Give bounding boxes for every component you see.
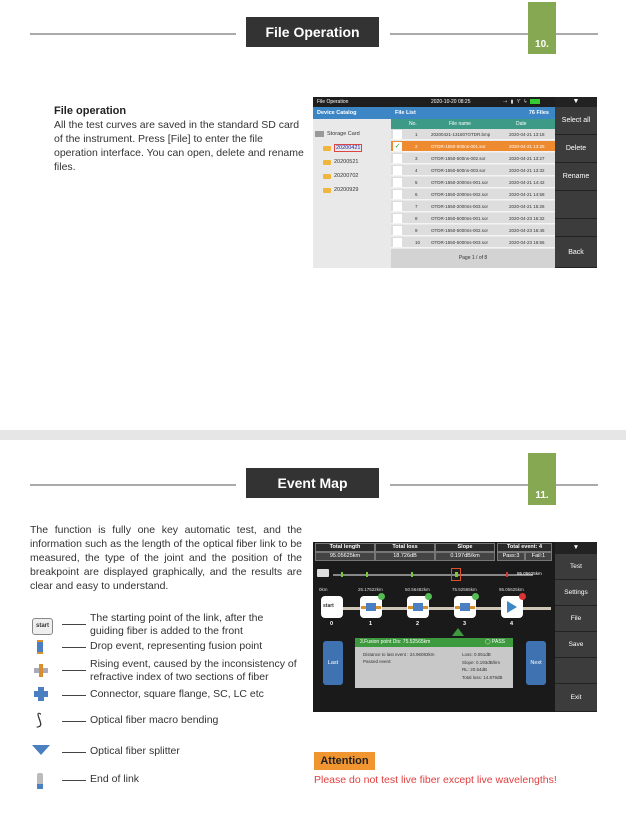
node-index: 3 [463,621,467,627]
row-no: 1 [415,132,418,137]
legend-connector-line [62,780,86,781]
folder-item[interactable] [315,141,390,155]
row-date: 2020-04-21 14:58 [509,192,545,197]
device-catalog-header: Device Catalog [313,107,391,119]
row-no: 10 [415,240,421,245]
side-button-back[interactable]: Back [555,237,597,268]
pass-status: ◯ PASS [485,639,505,645]
slope-value: 0.197dB/km [435,552,495,561]
side-menu [555,542,597,712]
file-list-label: File List [395,110,416,116]
side-button-exit[interactable]: Exit [555,684,597,712]
table-header [391,119,555,129]
row-file-name: OTDR-1550-500ns-002.sor [431,156,486,161]
row-checkbox[interactable] [393,190,402,199]
node-distance: 25.17522km [358,587,383,592]
page-indicator: Page 1 / of 8 [391,249,555,268]
side-button-delete[interactable]: Delete [555,135,597,163]
side-button-empty[interactable] [555,219,597,237]
status-bar [313,97,555,107]
row-file-name: OTDR-1550-5000ns-002.sor [431,228,489,233]
row-file-name: OTDR-1550-5000ns-001.sor [431,216,489,221]
section-header-file-operation [0,0,626,60]
menu-dropdown-button[interactable]: ▼ [555,97,597,107]
folder-icon [323,160,331,165]
screen-title: File Operation [317,99,349,105]
event-node[interactable] [407,596,429,618]
event-marker[interactable] [411,572,413,577]
event-slope: Slope: 0.193dB/km [462,659,501,665]
side-button-empty[interactable] [555,191,597,219]
legend-connector-line [62,721,86,722]
fiber-track[interactable] [333,574,533,576]
legend-text: The starting point of the link, after the guiding fiber is added to the front [90,612,264,637]
selected-event-pointer-icon [452,628,464,636]
splitter-icon [32,745,50,759]
distance-to-last: Distance to last event : 24.96083km [363,652,435,657]
legend-connector-line [62,624,86,625]
side-button-save[interactable]: Save [555,632,597,658]
divider-line [390,484,598,486]
track-end-distance: 95.05625km [517,571,542,576]
event-title: 3.Fusion point Dis: 75.52565km [360,639,431,645]
paragraph-heading: File operation [54,105,127,117]
event-body-icon [460,603,470,611]
column-file-name: File name [449,121,471,127]
row-file-name: OTDR-1550-5000ns-003.sor [431,240,489,245]
row-file-name: OTDR-1550-2000ns-001.sor [431,180,489,185]
table-row[interactable] [391,141,555,152]
warning-text: Please do not test live fiber except live wavelengths! [314,774,557,786]
node-distance: 75.52565km [452,587,477,592]
event-info-panel [355,638,513,688]
splitter-icon [507,601,517,613]
event-info-right [462,651,503,681]
legend-connector-line [62,670,86,671]
section-header-event-map [0,451,626,511]
row-date: 2020-04-23 16:56 [509,240,545,245]
section-title: File Operation [246,17,379,47]
row-no: 4 [415,168,418,173]
folder-icon [323,146,331,151]
file-list-header [391,107,555,119]
node-index: 2 [416,621,420,627]
pass-label: PASS [492,639,505,645]
event-node[interactable] [454,596,476,618]
divider-line [30,33,236,35]
event-node[interactable] [360,596,382,618]
node-index: 1 [369,621,373,627]
row-file-name: OTDR-1550-2000ns-002.sor [431,192,489,197]
side-button-select-all[interactable]: Select all [555,107,597,135]
side-menu [555,97,597,268]
side-button-settings[interactable]: Settings [555,580,597,606]
side-button-rename[interactable]: Rename [555,163,597,191]
node-distance: 95.05625km [499,587,524,592]
last-event-button[interactable]: Last [323,641,343,685]
row-checkbox[interactable] [393,130,402,139]
event-rl: RL: 20.54dB [462,667,488,672]
macro-bend-icon: ⟆ [36,712,43,729]
start-icon: start [32,618,53,635]
row-file-name: 20200421-131807OTDR.bmp [431,132,491,137]
storage-card-node[interactable] [315,127,390,141]
row-no: 9 [415,228,418,233]
row-checkbox[interactable] [393,154,402,163]
event-node-start[interactable] [321,596,343,618]
event-marker[interactable] [341,572,343,577]
column-date: Date [516,121,527,127]
folder-label: 20200702 [334,173,359,179]
row-no: 5 [415,180,418,185]
next-event-button[interactable]: Next [526,641,546,685]
row-date: 2020-04-21 13:27 [509,156,545,161]
event-body-icon [366,603,376,611]
row-date: 2020-04-23 16:32 [509,216,545,221]
selection-box [451,568,461,581]
folder-item[interactable] [315,169,390,183]
attention-badge: Attention [314,752,375,770]
event-body-icon [413,603,423,611]
row-file-name: OTDR-1550-500ns-001.sor [431,144,486,149]
event-info-left [363,651,435,665]
side-button-empty[interactable] [555,658,597,684]
drop-event-icon [32,640,43,658]
folder-tree [315,127,390,197]
divider-line [30,484,236,486]
folder-item[interactable] [315,183,390,197]
fail-count: Fail:1 [525,552,552,561]
event-map-screen [313,542,597,712]
legend-connector-line [62,695,86,696]
table-row[interactable] [391,129,555,140]
legend-text: Drop event, representing fusion point [90,640,263,652]
legend-text: Optical fiber macro bending [90,714,219,726]
node-index: 4 [510,621,514,627]
row-date: 2020-04-21 15:26 [509,204,545,209]
start-label: start [323,603,334,609]
table-row[interactable] [391,189,555,200]
total-loss-value: 18.726dB [375,552,435,561]
legend-connector-line [62,647,86,648]
pass-count: Pass:3 [497,552,525,561]
event-node[interactable] [501,596,523,618]
legend-text: Optical fiber splitter [90,745,180,757]
fail-badge-icon [519,593,526,600]
connector-icon [32,688,48,701]
folder-label: 20200521 [334,159,359,165]
total-event-header: Total event: 4 [497,543,552,552]
row-no: 3 [415,156,418,161]
datetime: 2020-10-20 08:25 [431,99,471,105]
storage-card-label: Storage Card [327,131,360,137]
row-checkbox[interactable] [393,226,402,235]
row-file-name: OTDR-1550-500ns-003.sor [431,168,486,173]
row-checkbox[interactable] [393,178,402,187]
row-file-name: OTDR-1550-2000ns-003.sor [431,204,489,209]
page-divider [0,430,626,440]
paragraph-body: All the test curves are saved in the standard SD card of the instrument. Press [File] to enter the file operation interface. You can open, delete and rename files. [54,119,304,173]
zoom-button[interactable] [317,569,329,577]
sd-card-icon [315,131,324,137]
row-no: 2 [415,144,418,149]
row-checkbox[interactable] [393,166,402,175]
section-title: Event Map [246,468,379,498]
pass-badge-icon [472,593,479,600]
folder-label: 20200929 [334,187,359,193]
row-no: 8 [415,216,418,221]
side-button-file[interactable]: File [555,606,597,632]
side-button-test[interactable]: Test [555,554,597,580]
total-length-value: 95.05625km [315,552,375,561]
event-marker[interactable] [506,572,508,577]
total-length-header: Total length [315,543,375,552]
table-row[interactable] [391,153,555,164]
folder-label: 20200421 [336,145,361,151]
event-loss: Loss: 0.051dB [462,652,491,657]
file-operation-screen [313,97,597,268]
row-checkbox[interactable] [393,238,402,247]
row-date: 2020-04-21 13:32 [509,168,545,173]
divider-line [390,33,598,35]
event-map-description: The function is fully one key automatic test, and the information such as the length of the optical fiber link to be measured, the type of the joint and the position of the breakpoint are displayed graphically, and the results are clear and easy to understand. [30,524,302,592]
end-of-link-icon [32,773,43,793]
row-checkbox[interactable] [393,202,402,211]
row-checkbox[interactable]: ✓ [394,143,401,150]
column-no: No. [409,121,417,127]
pass-badge-icon [378,593,385,600]
event-total-loss: Total loss: 14.879dB [462,674,503,680]
table-row[interactable] [391,213,555,224]
legend-text: Connector, square flange, SC, LC etc [90,688,264,700]
folder-item[interactable] [315,155,390,169]
passed-event: Passed event: [363,659,392,664]
table-row[interactable] [391,177,555,188]
node-index: 0 [330,621,334,627]
section-number: 10. [528,2,556,54]
row-no: 6 [415,192,418,197]
table-row[interactable] [391,165,555,176]
event-marker[interactable] [366,572,368,577]
event-info-header [355,638,513,647]
folder-icon [323,174,331,179]
battery-icon [530,99,540,104]
row-date: 2020-04-21 13:25 [509,144,545,149]
table-row[interactable] [391,201,555,212]
node-distance: 50.56482km [405,587,430,592]
file-count: 76 Files [528,110,549,116]
row-date: 2020-04-21 13:18 [509,132,545,137]
row-date: 2020-04-23 16:45 [509,228,545,233]
row-no: 7 [415,204,418,209]
status-icons: ⇢ ▮ ϒ ϟ [503,99,540,105]
total-loss-header: Total loss [375,543,435,552]
table-row[interactable] [391,225,555,236]
pass-badge-icon [425,593,432,600]
menu-dropdown-button[interactable]: ▼ [555,542,597,554]
file-operation-description [54,104,304,174]
slope-header: Slope [435,543,495,552]
row-date: 2020-04-21 14:42 [509,180,545,185]
rising-event-icon [32,664,48,677]
row-checkbox[interactable] [393,214,402,223]
folder-icon [323,188,331,193]
legend-text: Rising event, caused by the inconsistency of refractive index of two sections of fiber [90,658,297,683]
node-distance: 0km [319,587,328,592]
section-number: 11. [528,453,556,505]
legend-text: End of link [90,773,140,785]
table-row[interactable] [391,237,555,248]
legend-connector-line [62,752,86,753]
